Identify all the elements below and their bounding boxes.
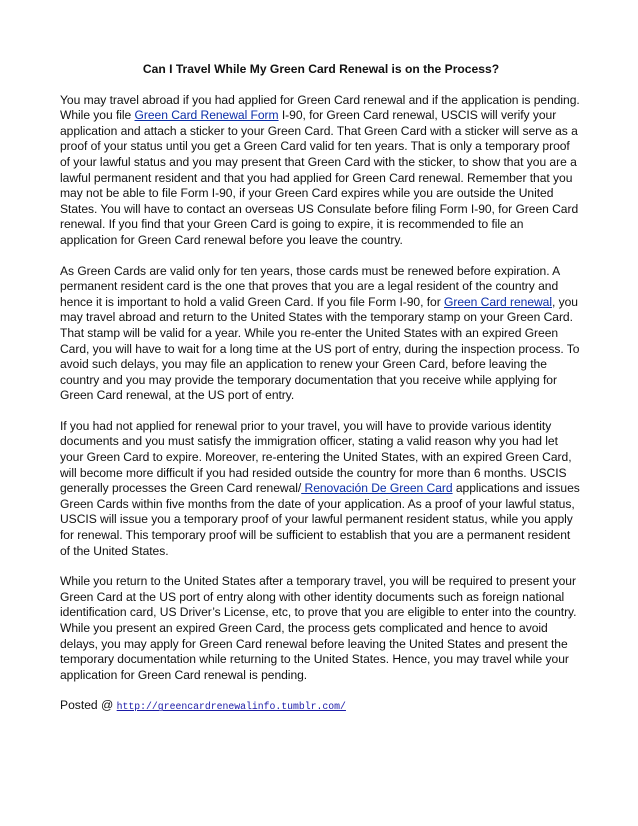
paragraph-3	[60, 419, 582, 559]
renovacion-de-green-card-link[interactable]: Renovación De Green Card	[301, 481, 453, 496]
green-card-renewal-form-link[interactable]: Green Card Renewal Form	[134, 108, 279, 123]
posted-line	[60, 698, 582, 715]
paragraph-3-text-b: applications and issues Green Cards within five months from the date of your application. As a proof of your lawful status, USCIS will issue you a temporary proof of your lawful permanent resident status, while you apply for renewal. This temporary proof will be sufficient to establish that you are a permanent resident of the United States.	[60, 481, 580, 558]
paragraph-1-text-a: You may travel abroad if you had applied for Green Card renewal and if the application is pending. While you file	[60, 92, 580, 123]
paragraph-4: While you return to the United States after a temporary travel, you will be required to present your Green Card at the US port of entry along with other identity documents such as foreign national identification card, US Driver’s License, etc, to prove that you are eligible to enter into the country. While you present an expired Green Card, the process gets complicated and hence to avoid delays, you may apply for Green Card renewal before leaving the United States and present the temporary documentation while returning to the United States. Hence, you may travel while your application for Green Card renewal is pending.	[60, 574, 577, 682]
green-card-renewal-link[interactable]: Green Card renewal	[444, 294, 552, 309]
paragraph-2	[60, 264, 582, 404]
paragraph-3-text-a: If you had not applied for renewal prior to your travel, you will have to provide various identity documents and you must satisfy the immigration officer, stating a valid reason why you had let your Green Card to expire. Moreover, re-entering the United States, with an expired Green Card, will become more difficult if you had resided outside the country for more than 6 months. USCIS generally processes the Green Card renewal/	[60, 418, 572, 496]
paragraph-1-text-b: I-90, for Green Card renewal, USCIS will verify your application and attach a sticker to your Green Card. That Green Card with a sticker will serve as a proof of your status until you get a Green Card valid for ten years. That is only a temporary proof of your lawful status and you may present that Green Card with the sticker, to show that you are a lawful permanent resident and that you had applied for Green Card renewal. Remember that you may not be able to file Form I-90, if your Green Card expires while you are outside the United States. You will have to contact an overseas US Consulate before filing Form I-90, for Green Card renewal. If you find that your Green Card is going to expire, it is recommended to file an application for Green Card renewal before you leave the country.	[60, 108, 579, 247]
document-page	[60, 62, 582, 715]
posted-label: Posted @	[60, 698, 117, 713]
paragraph-2-text-b: , you may travel abroad and return to the United States with the temporary stamp on your Green Card. That stamp will be valid for a year. While you re-enter the United States with an expired Green Card, you will have to wait for a long time at the US port of entry, during the inspection process. To avoid such delays, you may file an application to renew your Green Card, before leaving the country and you may provide the temporary documentation that you receive while applying for Green Card renewal, at the US port of entry.	[60, 294, 580, 403]
posted-url-link[interactable]: http://greencardrenewalinfo.tumblr.com/	[116, 701, 346, 713]
document-title: Can I Travel While My Green Card Renewal is on the Process?	[142, 62, 500, 76]
paragraph-2-text-a: As Green Cards are valid only for ten years, those cards must be renewed before expiration. A permanent resident card is the one that proves that you are a legal resident of the country and hence it is important to hold a valid Green Card. If you file Form I-90, for	[60, 263, 560, 309]
paragraph-1	[60, 93, 582, 249]
